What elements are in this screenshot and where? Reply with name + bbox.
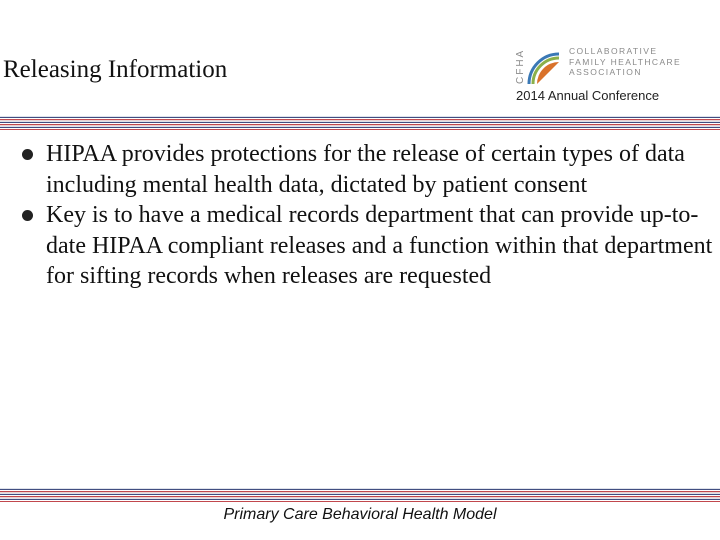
conference-label: 2014 Annual Conference bbox=[516, 88, 660, 103]
logo-line-3: ASSOCIATION bbox=[569, 67, 642, 77]
bullet-text: Key is to have a medical records department that can provide up-to-date HIPAA compliant releases and a function within that department for sifting records when releases are requested bbox=[46, 202, 713, 289]
bullet-list bbox=[22, 139, 716, 292]
header-stripe bbox=[0, 116, 720, 130]
slide-title: Releasing Information bbox=[3, 56, 228, 83]
bullet-item bbox=[22, 200, 716, 292]
bullet-dot-icon bbox=[22, 210, 33, 221]
logo-wordmark bbox=[569, 46, 681, 78]
bullet-item bbox=[22, 139, 716, 200]
logo-line-1: COLLABORATIVE bbox=[569, 46, 658, 56]
logo-letters: CFHA bbox=[515, 48, 526, 84]
footer-stripe bbox=[0, 488, 720, 502]
bullet-text: HIPAA provides protections for the release of certain types of data including mental health data, dictated by patient consent bbox=[46, 141, 685, 198]
cfha-logo-mark bbox=[513, 38, 569, 88]
footer-text: Primary Care Behavioral Health Model bbox=[223, 506, 497, 523]
logo-line-2: FAMILY HEALTHCARE bbox=[569, 56, 682, 67]
bullet-dot-icon bbox=[22, 149, 33, 160]
